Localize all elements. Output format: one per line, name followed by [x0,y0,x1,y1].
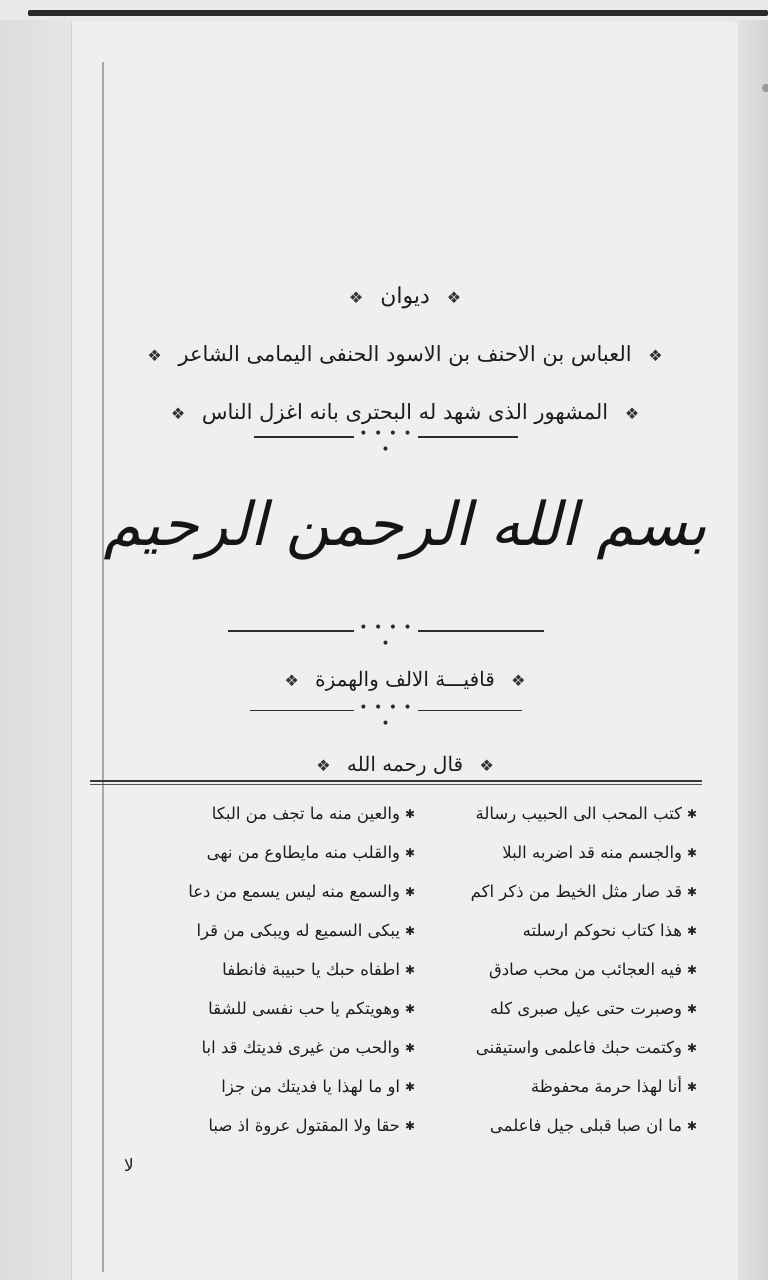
star-icon: ✱ [686,884,698,899]
star-icon: ✱ [404,884,416,899]
star-icon: ✱ [404,923,416,938]
verse-line [90,989,702,1028]
star-icon: ✱ [404,1001,416,1016]
verse-second-hemistich: اطفاه حبك يا حبيبة فانطفا [222,960,400,979]
verse-second-hemistich: والسمع منه ليس يسمع من دعا [188,882,400,901]
ornament-icon: ❖ [446,287,462,307]
divider-dots: • • • • • [359,426,413,458]
verse-first-hemistich: أنا لهذا حرمة محفوظة [530,1077,682,1096]
verse-line [90,872,702,911]
fame-text: المشهور الذى شهد له البحترى بانه اغزل الناس [201,400,609,424]
ornament-icon: ❖ [147,346,162,365]
verse-first-hemistich: هذا كتاب نحوكم ارسلته [522,921,682,940]
verse-line [90,950,702,989]
divider-line [250,710,354,711]
verse-first-hemistich: كتب المحب الى الحبيب رسالة [475,804,682,823]
ornament-icon: ❖ [170,404,186,423]
divider-line [418,630,544,632]
star-icon: ✱ [404,962,416,977]
verse-line [90,794,702,833]
diwan-heading [72,284,738,309]
verse-line [90,1028,702,1067]
verse-first-hemistich: والجسم منه قد اضربه البلا [502,843,682,862]
ornament-icon: ❖ [284,671,299,690]
verse-line [90,1067,702,1106]
page-spot [762,84,768,92]
verse-first-hemistich: وصبرت حتى عيل صبرى كله [490,999,682,1018]
verse-first-hemistich: فيه العجائب من محب صادق [488,960,682,979]
said-text: قال رحمه الله [346,752,464,776]
verse-second-hemistich: والحب من غيرى فديتك قد ابا [201,1038,400,1057]
diwan-title: ديوان [380,284,430,309]
poem-top-rule [90,780,702,782]
divider-line [228,630,354,632]
ornament-icon: ❖ [316,756,331,775]
verse-second-hemistich: وهويتكم يا حب نفسى للشقا [208,999,400,1018]
rhyme-title: قافيـــة الالف والهمزة [315,667,495,691]
divider-dots: • • • • • [359,700,413,732]
poem-top-rule [90,784,702,785]
scan-top-edge [28,10,768,16]
star-icon: ✱ [404,1040,416,1055]
verse-first-hemistich: قد صار مثل الخيط من ذكر اكم [470,882,682,901]
basmala: بسم الله الرحمن الرحيم [103,490,707,560]
ornament-icon: ❖ [348,287,364,307]
star-icon: ✱ [686,1001,698,1016]
rhyme-heading [72,667,738,691]
star-icon: ✱ [686,923,698,938]
verse-line [90,833,702,872]
poet-heading [72,342,738,366]
star-icon: ✱ [686,962,698,977]
verse-line [90,911,702,950]
fame-heading [72,400,738,424]
verse-line [90,1106,702,1145]
verse-second-hemistich: والعين منه ما تجف من البكا [211,804,400,823]
ornament-icon: ❖ [624,404,640,423]
divider-line [418,710,522,711]
right-page-edge [734,20,768,1280]
star-icon: ✱ [686,806,698,821]
star-icon: ✱ [404,806,416,821]
divider-dots: • • • • • [359,620,413,652]
star-icon: ✱ [686,1118,698,1133]
ornament-icon: ❖ [511,671,526,690]
star-icon: ✱ [686,1079,698,1094]
verse-second-hemistich: والقلب منه مايطاوع من نهى [206,843,400,862]
said-heading [72,752,738,776]
star-icon: ✱ [404,1118,416,1133]
poem-body [90,794,702,1145]
star-icon: ✱ [686,1040,698,1055]
verse-continuation: لا [124,1156,134,1176]
ornament-icon: ❖ [479,756,494,775]
verse-first-hemistich: وكتمت حبك فاعلمى واستيقنى [475,1038,682,1057]
verse-second-hemistich: او ما لهذا يا فديتك من جزا [221,1077,400,1096]
divider-line [254,436,354,438]
star-icon: ✱ [404,1079,416,1094]
divider-line [418,436,518,438]
book-page [72,22,738,1280]
star-icon: ✱ [404,845,416,860]
ornament-icon: ❖ [648,346,663,365]
verse-second-hemistich: حقا ولا المقتول عروة اذ صبا [208,1116,400,1135]
left-page-gutter [0,20,74,1280]
poet-name: العباس بن الاحنف بن الاسود الحنفى اليمامى الشاعر [178,342,632,366]
star-icon: ✱ [686,845,698,860]
verse-first-hemistich: ما ان صبا قبلى جيل فاعلمى [489,1116,682,1135]
verse-second-hemistich: يبكى السميع له ويبكى من قرا [196,921,400,940]
